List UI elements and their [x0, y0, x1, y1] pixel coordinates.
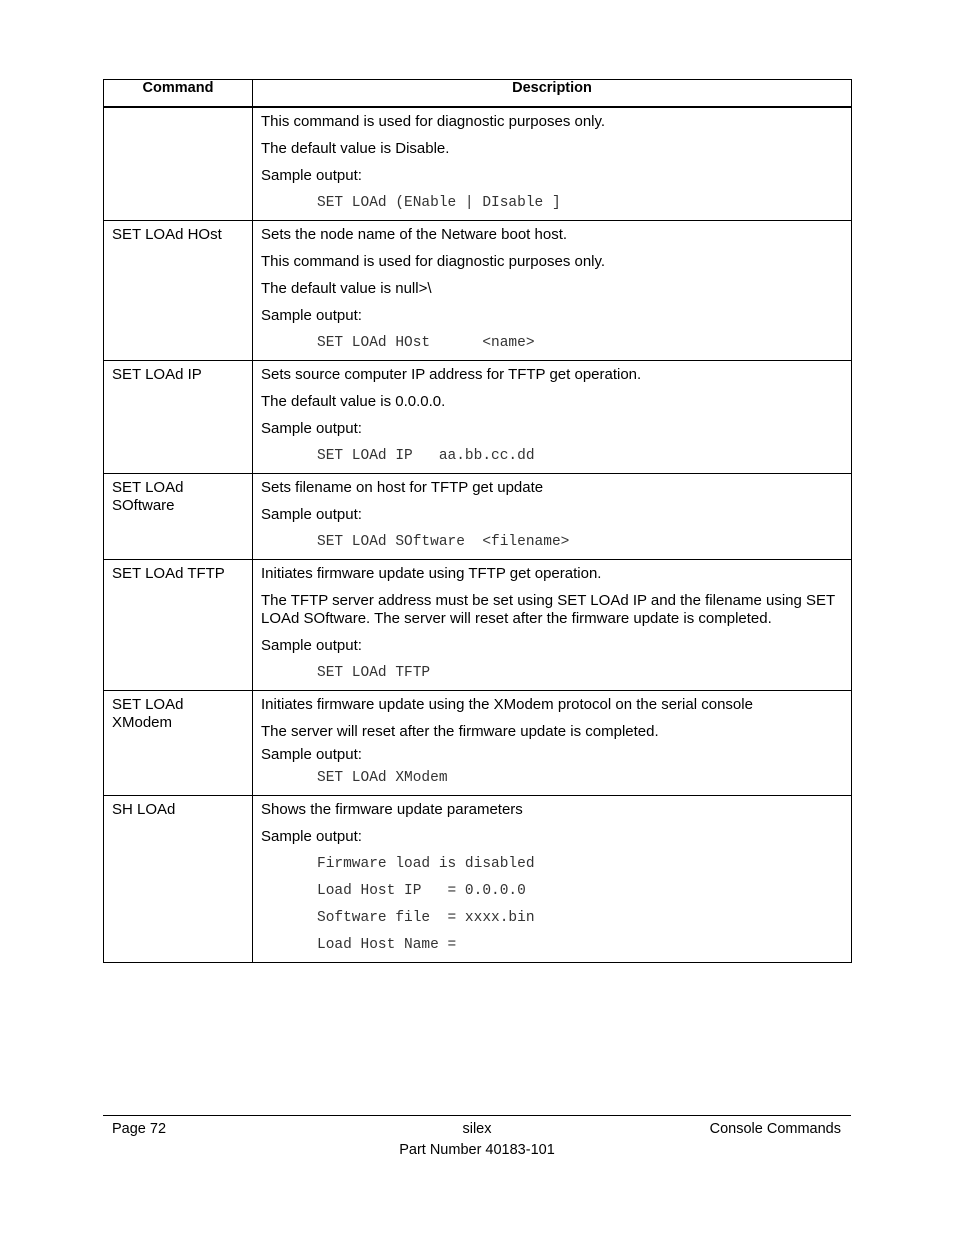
sample-output-code: Firmware load is disabled: [317, 856, 535, 872]
table-row: [104, 107, 852, 221]
command-cell: [104, 107, 253, 221]
sample-output-code: Load Host IP = 0.0.0.0: [317, 883, 526, 899]
command-cell: SET LOAd XModem: [104, 691, 253, 796]
footer-page-number: Page 72: [112, 1121, 167, 1137]
description-paragraph: Sample output:: [261, 420, 362, 437]
command-cell: SET LOAd TFTP: [104, 560, 253, 691]
description-paragraph: Sets filename on host for TFTP get update: [261, 479, 544, 496]
description-paragraph: Sample output:: [261, 746, 362, 763]
table-row: [104, 796, 852, 963]
sample-output-code: SET LOAd HOst <name>: [317, 335, 535, 351]
description-paragraph: This command is used for diagnostic purposes only.: [261, 113, 606, 130]
sample-output-code: SET LOAd IP aa.bb.cc.dd: [317, 448, 535, 464]
footer-section: Console Commands: [709, 1121, 841, 1137]
description-paragraph: Sample output:: [261, 307, 362, 324]
description-paragraph: Sets the node name of the Netware boot host.: [261, 226, 568, 243]
table-header-row: [104, 80, 852, 108]
description-paragraph: Sample output:: [261, 167, 362, 184]
description-paragraph: Initiates firmware update using TFTP get operation.: [261, 565, 602, 582]
footer-part-number: Part Number 40183-101: [399, 1142, 555, 1158]
command-cell: SET LOAd SOftware: [104, 474, 253, 560]
table-row: [104, 361, 852, 474]
sample-output-code: SET LOAd SOftware <filename>: [317, 534, 570, 550]
description-paragraph: The TFTP server address must be set using SET LOAd IP and the filename using SET LOAd SOftware. The server will reset after the firmware update is completed.: [261, 592, 835, 627]
description-cell: [253, 361, 852, 474]
table-row: [104, 691, 852, 796]
description-cell: [253, 560, 852, 691]
description-paragraph: Initiates firmware update using the XModem protocol on the serial console: [261, 696, 753, 713]
description-cell: [253, 474, 852, 560]
footer-divider: [103, 1115, 851, 1116]
sample-output-code: SET LOAd XModem: [317, 770, 448, 786]
description-paragraph: Shows the firmware update parameters: [261, 801, 523, 818]
table-row: [104, 221, 852, 361]
sample-output-code: SET LOAd TFTP: [317, 665, 431, 681]
description-paragraph: The default value is 0.0.0.0.: [261, 393, 446, 410]
table-row: [104, 560, 852, 691]
description-cell: [253, 796, 852, 963]
command-cell: SET LOAd HOst: [104, 221, 253, 361]
description-paragraph: The default value is null>\: [261, 280, 432, 297]
description-cell: [253, 221, 852, 361]
description-cell: [253, 691, 852, 796]
description-column-header: Description: [253, 80, 852, 108]
description-paragraph: Sets source computer IP address for TFTP get operation.: [261, 366, 642, 383]
description-paragraph: Sample output:: [261, 637, 362, 654]
command-cell: SET LOAd IP: [104, 361, 253, 474]
description-paragraph: This command is used for diagnostic purposes only.: [261, 253, 606, 270]
description-paragraph: The default value is Disable.: [261, 140, 450, 157]
sample-output-code: Load Host Name =: [317, 937, 457, 953]
description-paragraph: The server will reset after the firmware update is completed.: [261, 723, 659, 740]
sample-output-code: Software file = xxxx.bin: [317, 910, 535, 926]
description-cell: [253, 107, 852, 221]
table-row: [104, 474, 852, 560]
command-cell: SH LOAd: [104, 796, 253, 963]
command-column-header: Command: [104, 80, 253, 108]
description-paragraph: Sample output:: [261, 506, 362, 523]
command-table: [103, 79, 852, 963]
description-paragraph: Sample output:: [261, 828, 362, 845]
sample-output-code: SET LOAd (ENable | DIsable ]: [317, 195, 561, 211]
footer-brand: silex: [462, 1121, 492, 1137]
